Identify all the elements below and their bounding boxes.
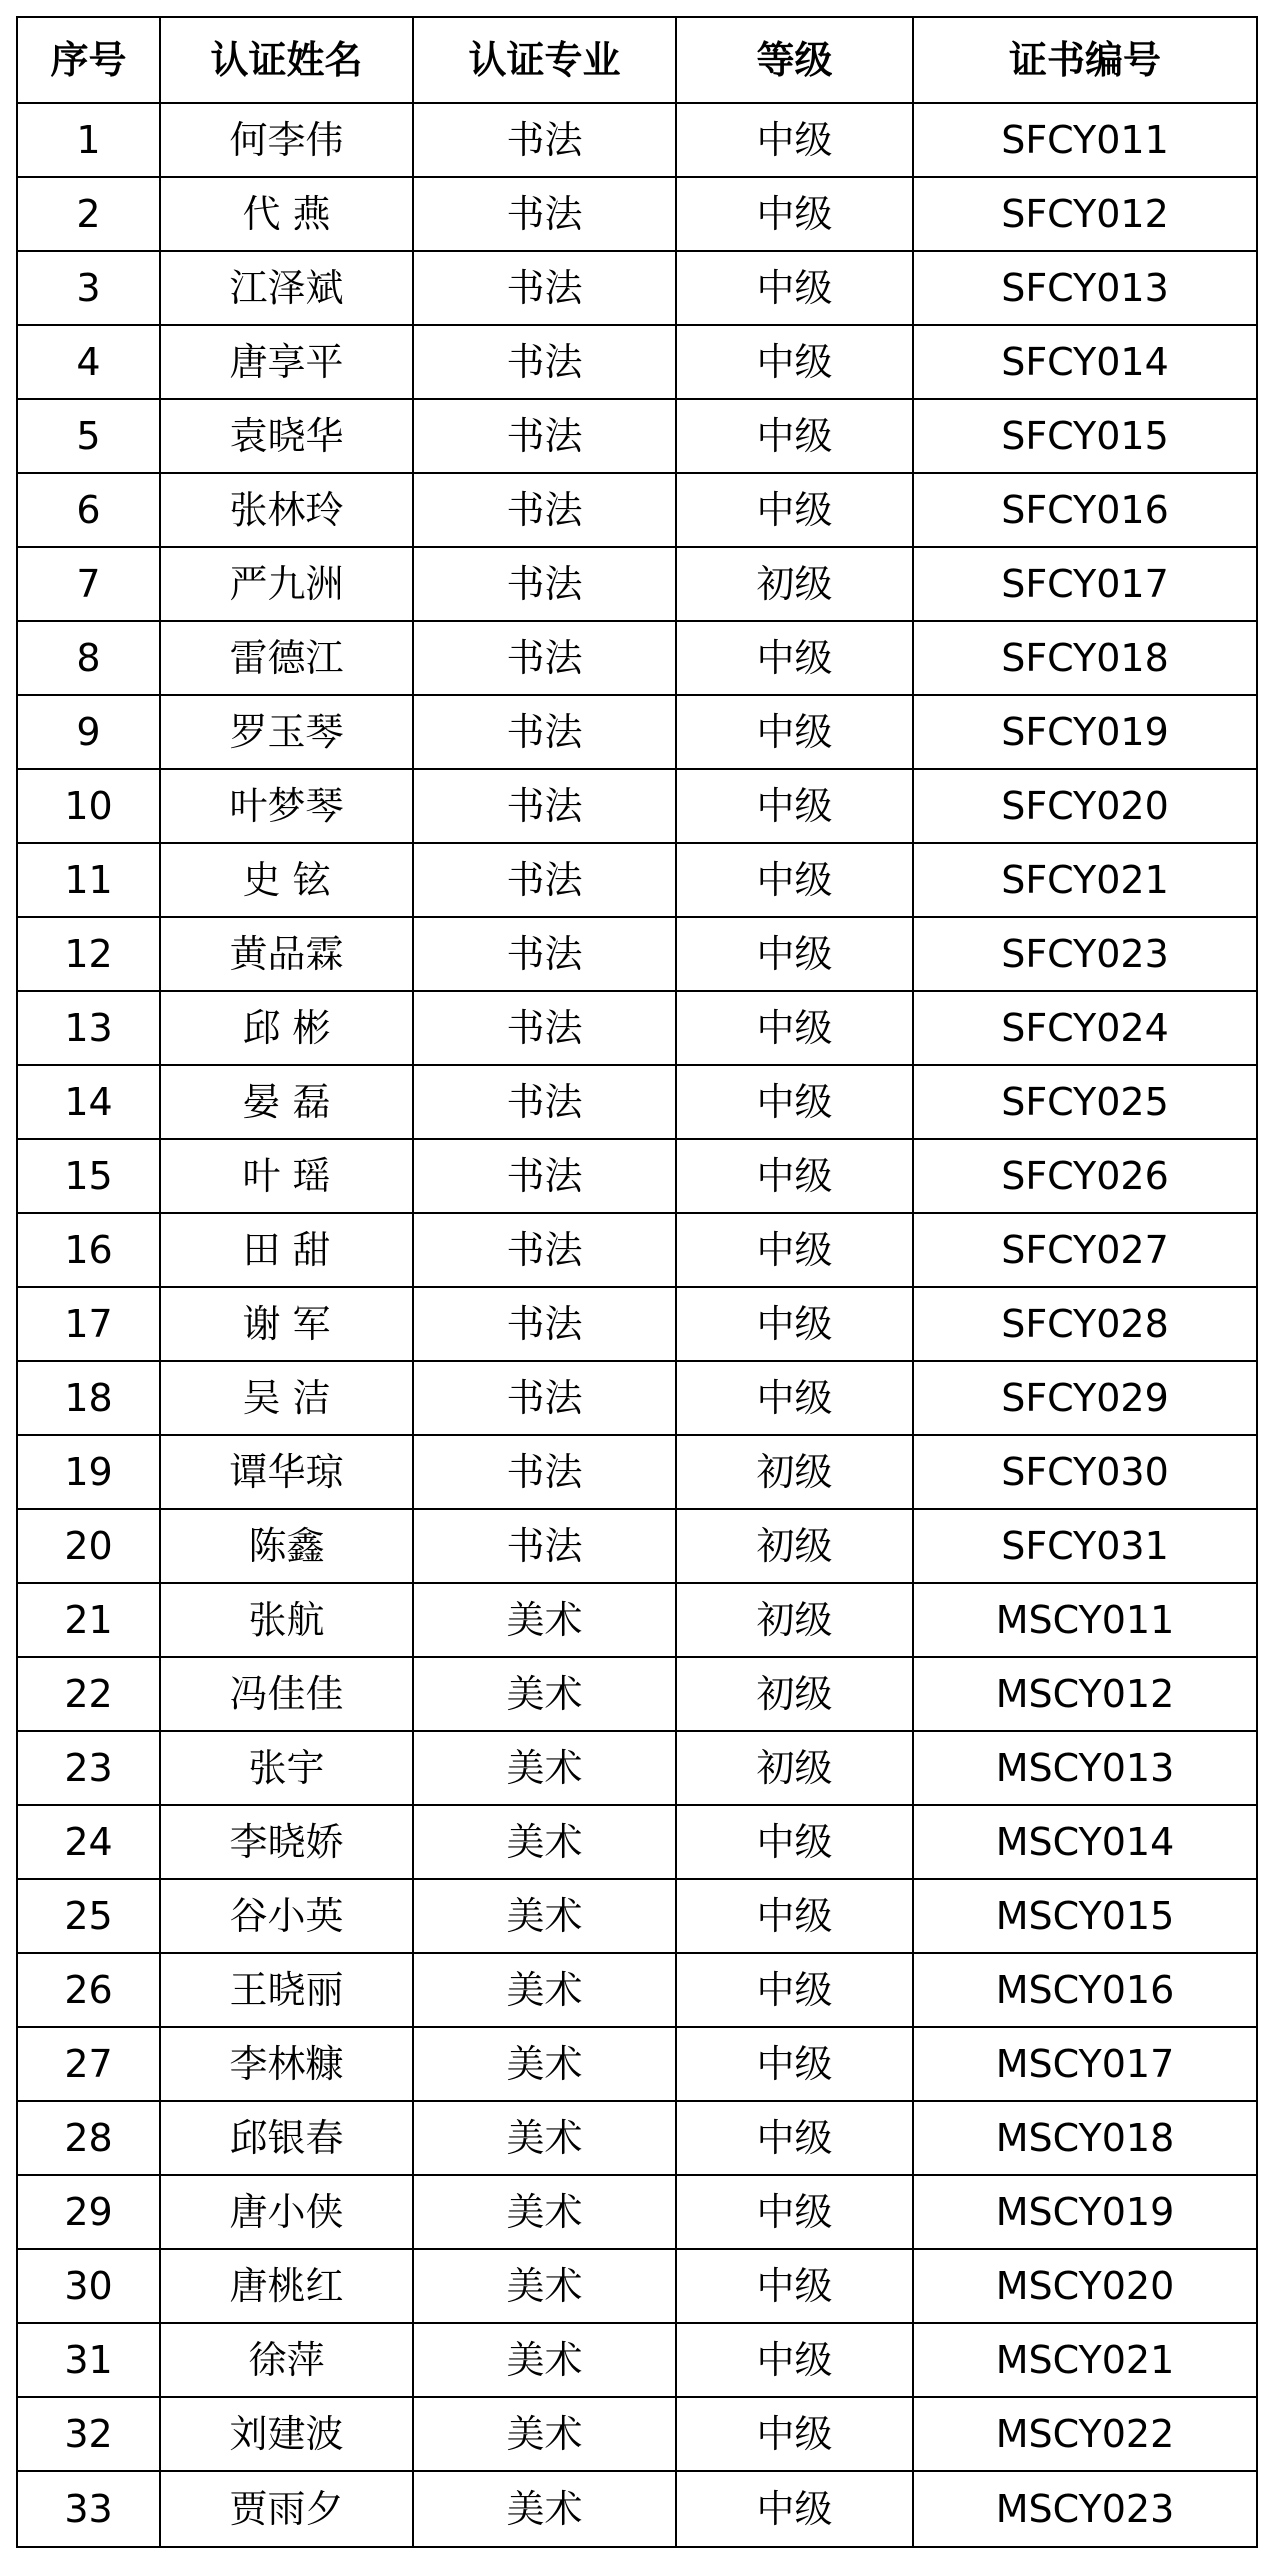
cell-serial-number: 7	[17, 547, 160, 621]
cell-certified-name: 叶梦琴	[160, 769, 413, 843]
cell-serial-number: 12	[17, 917, 160, 991]
cell-certificate-number: SFCY012	[913, 177, 1257, 251]
table-row	[17, 991, 1257, 1065]
cell-certificate-number: MSCY023	[913, 2471, 1257, 2547]
table-row	[17, 1583, 1257, 1657]
cell-level: 中级	[676, 695, 913, 769]
table-row	[17, 473, 1257, 547]
cell-level: 中级	[676, 325, 913, 399]
cell-certified-major: 书法	[413, 843, 676, 917]
cell-serial-number: 15	[17, 1139, 160, 1213]
cell-certified-name: 袁晓华	[160, 399, 413, 473]
cell-serial-number: 31	[17, 2323, 160, 2397]
table-row	[17, 1213, 1257, 1287]
cell-level: 中级	[676, 251, 913, 325]
cell-serial-number: 2	[17, 177, 160, 251]
table-row	[17, 1139, 1257, 1213]
cell-serial-number: 17	[17, 1287, 160, 1361]
cell-serial-number: 13	[17, 991, 160, 1065]
cell-certified-major: 书法	[413, 473, 676, 547]
cell-certificate-number: SFCY020	[913, 769, 1257, 843]
cell-certified-name: 唐享平	[160, 325, 413, 399]
cell-certified-major: 美术	[413, 2175, 676, 2249]
cell-certified-major: 书法	[413, 1361, 676, 1435]
cell-certified-major: 书法	[413, 547, 676, 621]
cell-level: 中级	[676, 2175, 913, 2249]
cell-certificate-number: MSCY018	[913, 2101, 1257, 2175]
table-row	[17, 843, 1257, 917]
table-row	[17, 1435, 1257, 1509]
cell-level: 中级	[676, 1065, 913, 1139]
cell-serial-number: 29	[17, 2175, 160, 2249]
cell-serial-number: 6	[17, 473, 160, 547]
cell-certified-major: 美术	[413, 2471, 676, 2547]
cell-certified-name: 邱 彬	[160, 991, 413, 1065]
table-row	[17, 2175, 1257, 2249]
cell-certified-name: 张林玲	[160, 473, 413, 547]
cell-certified-major: 书法	[413, 621, 676, 695]
cell-certified-major: 美术	[413, 2027, 676, 2101]
cell-serial-number: 14	[17, 1065, 160, 1139]
cell-certified-name: 罗玉琴	[160, 695, 413, 769]
cell-level: 中级	[676, 2397, 913, 2471]
cell-certified-name: 陈鑫	[160, 1509, 413, 1583]
cell-certificate-number: SFCY024	[913, 991, 1257, 1065]
cell-certified-major: 书法	[413, 1065, 676, 1139]
cell-certified-name: 贾雨夕	[160, 2471, 413, 2547]
cell-certificate-number: MSCY015	[913, 1879, 1257, 1953]
cell-certificate-number: SFCY016	[913, 473, 1257, 547]
header-certified-name: 认证姓名	[160, 17, 413, 103]
table-row	[17, 2397, 1257, 2471]
cell-certified-major: 书法	[413, 991, 676, 1065]
cell-certificate-number: SFCY026	[913, 1139, 1257, 1213]
table-row	[17, 1509, 1257, 1583]
cell-serial-number: 27	[17, 2027, 160, 2101]
cell-serial-number: 5	[17, 399, 160, 473]
table-row	[17, 2323, 1257, 2397]
cell-certificate-number: SFCY019	[913, 695, 1257, 769]
cell-serial-number: 32	[17, 2397, 160, 2471]
cell-certificate-number: MSCY012	[913, 1657, 1257, 1731]
cell-certified-name: 代 燕	[160, 177, 413, 251]
header-level: 等级	[676, 17, 913, 103]
cell-certified-name: 李林糠	[160, 2027, 413, 2101]
cell-certificate-number: MSCY013	[913, 1731, 1257, 1805]
cell-certified-major: 书法	[413, 103, 676, 177]
cell-certified-name: 张航	[160, 1583, 413, 1657]
cell-certified-name: 江泽斌	[160, 251, 413, 325]
cell-certified-name: 王晓丽	[160, 1953, 413, 2027]
cell-certified-major: 书法	[413, 1509, 676, 1583]
cell-certified-name: 张宇	[160, 1731, 413, 1805]
cell-serial-number: 28	[17, 2101, 160, 2175]
table-row	[17, 1361, 1257, 1435]
cell-certified-major: 书法	[413, 769, 676, 843]
cell-certified-major: 书法	[413, 399, 676, 473]
cell-serial-number: 18	[17, 1361, 160, 1435]
cell-certified-name: 邱银春	[160, 2101, 413, 2175]
cell-certified-major: 书法	[413, 1435, 676, 1509]
cell-certified-name: 徐萍	[160, 2323, 413, 2397]
cell-certificate-number: MSCY019	[913, 2175, 1257, 2249]
cell-level: 中级	[676, 473, 913, 547]
cell-certified-major: 书法	[413, 1287, 676, 1361]
certification-table	[16, 16, 1258, 2548]
cell-level: 中级	[676, 621, 913, 695]
cell-level: 中级	[676, 1139, 913, 1213]
cell-certified-name: 唐小侠	[160, 2175, 413, 2249]
cell-certificate-number: MSCY021	[913, 2323, 1257, 2397]
table-row	[17, 769, 1257, 843]
cell-certificate-number: SFCY013	[913, 251, 1257, 325]
table-body	[17, 103, 1257, 2547]
cell-certificate-number: MSCY016	[913, 1953, 1257, 2027]
cell-certified-name: 刘建波	[160, 2397, 413, 2471]
cell-certified-name: 吴 洁	[160, 1361, 413, 1435]
cell-certificate-number: SFCY029	[913, 1361, 1257, 1435]
cell-certified-major: 美术	[413, 2397, 676, 2471]
cell-certificate-number: SFCY027	[913, 1213, 1257, 1287]
cell-certificate-number: SFCY023	[913, 917, 1257, 991]
cell-certified-name: 谷小英	[160, 1879, 413, 1953]
cell-serial-number: 19	[17, 1435, 160, 1509]
cell-certified-major: 美术	[413, 1953, 676, 2027]
cell-certificate-number: SFCY018	[913, 621, 1257, 695]
table-row	[17, 399, 1257, 473]
cell-certified-major: 美术	[413, 1583, 676, 1657]
table-row	[17, 103, 1257, 177]
table-row	[17, 1065, 1257, 1139]
cell-certified-name: 田 甜	[160, 1213, 413, 1287]
cell-level: 初级	[676, 547, 913, 621]
cell-serial-number: 23	[17, 1731, 160, 1805]
table-row	[17, 2027, 1257, 2101]
cell-level: 中级	[676, 103, 913, 177]
table-header-row	[17, 17, 1257, 103]
cell-serial-number: 16	[17, 1213, 160, 1287]
cell-level: 初级	[676, 1583, 913, 1657]
table-row	[17, 621, 1257, 695]
cell-certified-major: 书法	[413, 917, 676, 991]
cell-certified-major: 书法	[413, 695, 676, 769]
cell-level: 中级	[676, 917, 913, 991]
table-row	[17, 325, 1257, 399]
cell-certificate-number: SFCY025	[913, 1065, 1257, 1139]
cell-certified-major: 书法	[413, 1139, 676, 1213]
cell-level: 中级	[676, 1361, 913, 1435]
cell-certificate-number: SFCY014	[913, 325, 1257, 399]
cell-serial-number: 25	[17, 1879, 160, 1953]
cell-level: 中级	[676, 1213, 913, 1287]
cell-level: 中级	[676, 1287, 913, 1361]
cell-level: 中级	[676, 2249, 913, 2323]
cell-certificate-number: MSCY020	[913, 2249, 1257, 2323]
cell-serial-number: 33	[17, 2471, 160, 2547]
header-certificate-number: 证书编号	[913, 17, 1257, 103]
cell-certified-name: 晏 磊	[160, 1065, 413, 1139]
table-row	[17, 251, 1257, 325]
table-row	[17, 1657, 1257, 1731]
cell-certificate-number: SFCY031	[913, 1509, 1257, 1583]
cell-level: 中级	[676, 1805, 913, 1879]
cell-level: 中级	[676, 2101, 913, 2175]
table-row	[17, 547, 1257, 621]
cell-certified-name: 雷德江	[160, 621, 413, 695]
cell-serial-number: 4	[17, 325, 160, 399]
cell-serial-number: 1	[17, 103, 160, 177]
table-row	[17, 695, 1257, 769]
table-row	[17, 2249, 1257, 2323]
cell-level: 中级	[676, 843, 913, 917]
cell-serial-number: 30	[17, 2249, 160, 2323]
cell-certificate-number: SFCY030	[913, 1435, 1257, 1509]
table-row	[17, 917, 1257, 991]
cell-certified-major: 美术	[413, 2249, 676, 2323]
cell-certified-name: 何李伟	[160, 103, 413, 177]
cell-certified-major: 书法	[413, 325, 676, 399]
cell-level: 中级	[676, 2027, 913, 2101]
cell-level: 中级	[676, 177, 913, 251]
cell-level: 中级	[676, 399, 913, 473]
cell-level: 初级	[676, 1731, 913, 1805]
cell-certificate-number: SFCY028	[913, 1287, 1257, 1361]
cell-certificate-number: SFCY015	[913, 399, 1257, 473]
cell-certified-major: 书法	[413, 177, 676, 251]
cell-certificate-number: SFCY011	[913, 103, 1257, 177]
cell-certified-name: 谢 军	[160, 1287, 413, 1361]
cell-level: 中级	[676, 1953, 913, 2027]
cell-level: 初级	[676, 1435, 913, 1509]
header-certified-major: 认证专业	[413, 17, 676, 103]
cell-certified-major: 美术	[413, 1731, 676, 1805]
cell-serial-number: 20	[17, 1509, 160, 1583]
cell-serial-number: 26	[17, 1953, 160, 2027]
table-row	[17, 1731, 1257, 1805]
cell-serial-number: 9	[17, 695, 160, 769]
cell-certified-major: 美术	[413, 1879, 676, 1953]
cell-certified-major: 美术	[413, 2101, 676, 2175]
table-row	[17, 2471, 1257, 2547]
cell-certificate-number: MSCY011	[913, 1583, 1257, 1657]
cell-certificate-number: MSCY014	[913, 1805, 1257, 1879]
cell-certified-name: 冯佳佳	[160, 1657, 413, 1731]
cell-certificate-number: MSCY022	[913, 2397, 1257, 2471]
cell-certified-name: 李晓娇	[160, 1805, 413, 1879]
cell-serial-number: 24	[17, 1805, 160, 1879]
cell-level: 中级	[676, 2471, 913, 2547]
cell-certificate-number: MSCY017	[913, 2027, 1257, 2101]
cell-serial-number: 3	[17, 251, 160, 325]
cell-certified-major: 美术	[413, 1805, 676, 1879]
cell-serial-number: 21	[17, 1583, 160, 1657]
cell-certified-major: 书法	[413, 251, 676, 325]
cell-serial-number: 11	[17, 843, 160, 917]
cell-level: 初级	[676, 1509, 913, 1583]
cell-certified-name: 唐桃红	[160, 2249, 413, 2323]
table-row	[17, 1953, 1257, 2027]
cell-certified-major: 书法	[413, 1213, 676, 1287]
cell-certified-name: 叶 瑶	[160, 1139, 413, 1213]
cell-level: 中级	[676, 1879, 913, 1953]
cell-certified-name: 史 铉	[160, 843, 413, 917]
table-row	[17, 177, 1257, 251]
table-row	[17, 1879, 1257, 1953]
cell-level: 中级	[676, 991, 913, 1065]
cell-certified-major: 美术	[413, 2323, 676, 2397]
table-row	[17, 1287, 1257, 1361]
table-row	[17, 2101, 1257, 2175]
cell-certified-name: 严九洲	[160, 547, 413, 621]
cell-certified-name: 黄品霖	[160, 917, 413, 991]
cell-level: 中级	[676, 2323, 913, 2397]
table-row	[17, 1805, 1257, 1879]
cell-serial-number: 8	[17, 621, 160, 695]
cell-certified-name: 谭华琼	[160, 1435, 413, 1509]
cell-certificate-number: SFCY017	[913, 547, 1257, 621]
cell-certificate-number: SFCY021	[913, 843, 1257, 917]
cell-level: 初级	[676, 1657, 913, 1731]
cell-serial-number: 22	[17, 1657, 160, 1731]
cell-certified-major: 美术	[413, 1657, 676, 1731]
header-serial-number: 序号	[17, 17, 160, 103]
cell-serial-number: 10	[17, 769, 160, 843]
cell-level: 中级	[676, 769, 913, 843]
